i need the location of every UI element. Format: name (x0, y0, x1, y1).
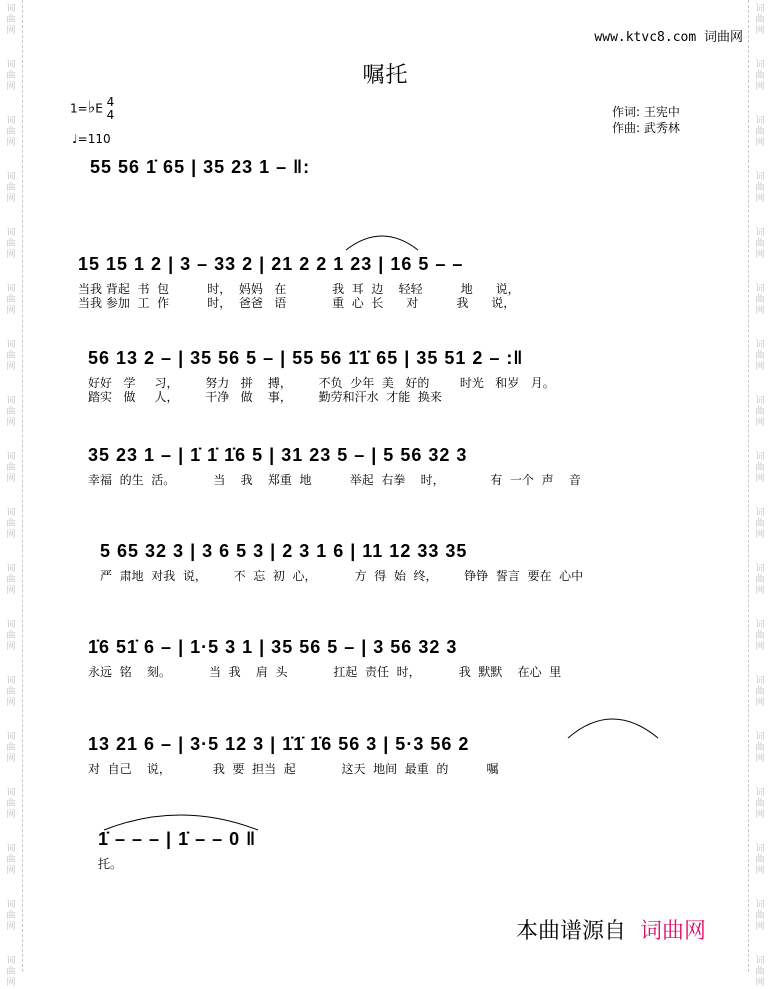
watermark-glyphs: 词 曲 网 (6, 788, 16, 820)
watermark-glyphs: 词 曲 网 (6, 60, 16, 92)
footer-brand-link[interactable]: 词曲网 (640, 919, 707, 944)
watermark-glyphs: 词 曲 网 (6, 844, 16, 876)
watermark-glyphs: 词 曲 网 (755, 676, 765, 708)
watermark-glyphs: 词 曲 网 (6, 900, 16, 932)
row-8-notes: 1̇ – – – | 1̇ – – 0 ‖ (98, 829, 257, 849)
watermark-glyphs: 词 曲 网 (6, 620, 16, 652)
watermark-glyphs: 词 曲 网 (6, 228, 16, 260)
watermark-glyphs: 词 曲 网 (755, 4, 765, 36)
watermark-glyphs: 词 曲 网 (6, 956, 16, 988)
row-6-lyrics-1: 永远 铭 刻。 当 我 肩 头 扛起 责任 时， 我 默默 在心 里 (88, 665, 562, 679)
watermark-glyphs: 词 曲 网 (6, 396, 16, 428)
watermark-glyphs: 词 曲 网 (755, 732, 765, 764)
row-2-lyrics-1: 当我 背起 书 包 时， 妈妈 在 我 耳 边 轻轻 地 说， (78, 282, 520, 296)
watermark-glyphs: 词 曲 网 (755, 956, 765, 988)
watermark-glyphs: 词 曲 网 (755, 228, 765, 260)
watermark-glyphs: 词 曲 网 (6, 284, 16, 316)
watermark-glyphs: 词 曲 网 (755, 116, 765, 148)
watermark-glyphs: 词 曲 网 (755, 508, 765, 540)
watermark-glyphs: 词 曲 网 (6, 732, 16, 764)
watermark-glyphs: 词 曲 网 (755, 620, 765, 652)
watermark-glyphs: 词 曲 网 (755, 900, 765, 932)
row-6-notes: 1̇6 51̇ 6 – | 1·5 3 1 | 35 56 5 – | 3 56 32 3 (88, 637, 458, 657)
slur-arc (346, 236, 418, 250)
row-3-lyrics-2: 踏实 做 人， 干净 做 事， 勤劳和汗水 才能 换来 (88, 390, 442, 404)
time-top: 4 (106, 95, 115, 109)
watermark-glyphs: 词 曲 网 (6, 116, 16, 148)
footer-label: 本曲谱源自 (516, 919, 627, 944)
key-prefix: 1= (70, 101, 88, 116)
row-2-lyrics-2: 当我 参加 工 作 时， 爸爸 语 重 心 长 对 我 说， (78, 296, 516, 310)
row-1-notes: 55 56 1̇ 65 | 35 23 1 – ‖: (90, 157, 311, 177)
quarter-note-icon: ♩ (72, 132, 78, 146)
watermark-glyphs: 词 曲 网 (755, 172, 765, 204)
footer-source (516, 914, 706, 945)
slur-arc (568, 719, 658, 738)
watermark-glyphs: 词 曲 网 (6, 452, 16, 484)
row-2-notes: 15 15 1 2 | 3 – 33 2 | 21 2 2 1 23 | 16 5 – – (78, 254, 464, 274)
composer: 作曲: 武秀林 (612, 121, 680, 135)
row-8-lyrics-1: 托。 (98, 857, 123, 871)
slur-arc (104, 815, 258, 830)
watermark-glyphs: 词 曲 网 (6, 676, 16, 708)
row-7-notes: 13 21 6 – | 3·5 12 3 | 1̇1̇ 1̇6 56 3 | 5·3 56 2 (88, 734, 470, 754)
watermark-glyphs: 词 曲 网 (755, 844, 765, 876)
watermark-glyphs: 词 曲 网 (755, 284, 765, 316)
key-note: E (95, 101, 103, 116)
watermark-glyphs: 词 曲 网 (6, 508, 16, 540)
watermark-glyphs: 词 曲 网 (755, 452, 765, 484)
watermark-glyphs: 词 曲 网 (755, 788, 765, 820)
lyricist: 作词: 王宪中 (612, 105, 680, 119)
watermark-glyphs: 词 曲 网 (755, 564, 765, 596)
row-3-notes: 56 13 2 – | 35 56 5 – | 55 56 1̇1̇ 65 | 35 51 2 – :‖ (88, 348, 524, 368)
row-4-notes: 35 23 1 – | 1̇ 1̇ 1̇6 5 | 31 23 5 – | 5 56 32 3 (88, 445, 468, 465)
watermark-glyphs: 词 曲 网 (6, 564, 16, 596)
site-url[interactable]: www.ktvc8.com 词曲网 (594, 30, 743, 45)
watermark-glyphs: 词 曲 网 (755, 60, 765, 92)
flat-icon: ♭ (87, 97, 96, 117)
row-4-lyrics-1: 幸福 的生 活。 当 我 郑重 地 举起 右拳 时， 有 一个 声 音 (88, 473, 581, 487)
row-5-notes: 5 65 32 3 | 3 6 5 3 | 2 3 1 6 | 11 12 33 35 (100, 541, 468, 561)
tempo-value: =110 (77, 132, 111, 146)
time-bottom: 4 (106, 108, 115, 122)
row-5-lyrics-1: 严 肃地 对我 说， 不 忘 初 心， 方 得 始 终， 铮铮 誓言 要在 心中 (100, 569, 584, 583)
watermark-glyphs: 词 曲 网 (6, 340, 16, 372)
song-title: 嘱托 (362, 63, 409, 88)
row-3-lyrics-1: 好好 学 习， 努力 拼 搏， 不负 少年 美 好的 时光 和岁 月。 (88, 376, 555, 390)
watermark-glyphs: 词 曲 网 (6, 4, 16, 36)
row-7-lyrics-1: 对 自己 说， 我 要 担当 起 这天 地间 最重 的 嘱 (88, 762, 499, 776)
watermark-glyphs: 词 曲 网 (755, 396, 765, 428)
watermark-glyphs: 词 曲 网 (6, 172, 16, 204)
watermark-glyphs: 词 曲 网 (755, 340, 765, 372)
